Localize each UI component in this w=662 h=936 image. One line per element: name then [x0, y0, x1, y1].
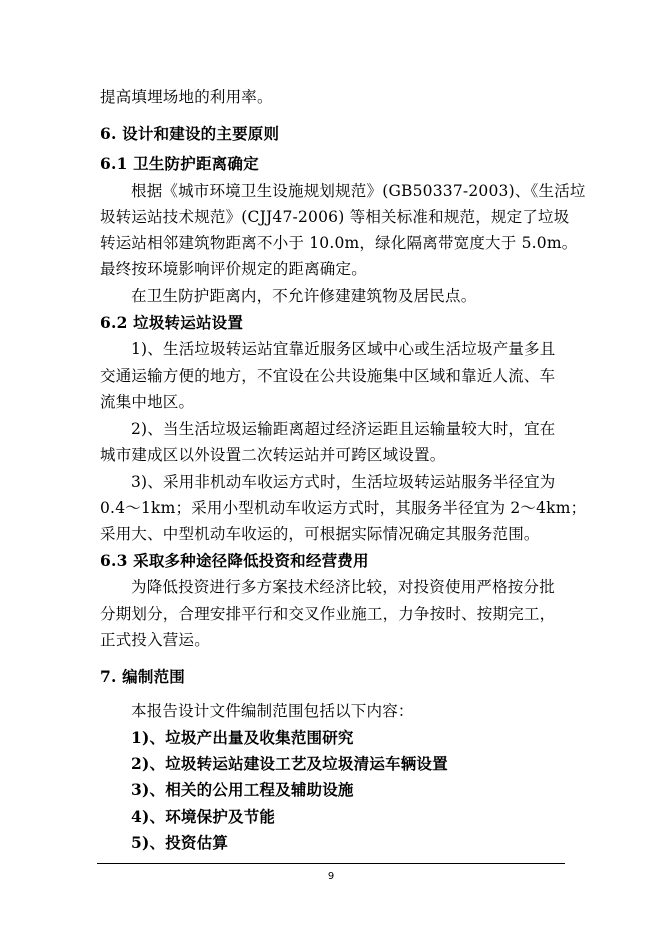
subsection-heading-6-1: 6.1 卫生防护距离确定 [100, 154, 259, 173]
paragraph-line: 转运站相邻建筑物距离不小于 10.0m，绿化隔离带宽度大于 5.0m。 [100, 234, 578, 252]
paragraph-line: 最终按环境影响评价规定的距离确定。 [100, 260, 367, 278]
list-item: 4)、环境保护及节能 [131, 807, 276, 826]
paragraph-line: 0.4～1km；采用小型机动车收运方式时，其服务半径宜为 2～4km； [100, 499, 587, 517]
paragraph-line: 圾转运站技术规范》(CJJ47-2006) 等相关标准和规范，规定了垃圾 [100, 208, 570, 226]
paragraph-line: 城市建成区以外设置二次转运站并可跨区域设置。 [100, 446, 446, 464]
paragraph-line: 提高填埋场地的利用率。 [100, 88, 273, 106]
paragraph-line: 交通运输方便的地方，不宜设在公共设施集中区域和靠近人流、车 [100, 367, 556, 385]
list-item: 5)、投资估算 [131, 833, 229, 852]
footer-divider [97, 863, 565, 864]
paragraph-line: 分期划分，合理安排平行和交叉作业施工，力争按时、按期完工， [100, 605, 556, 623]
section-heading-6: 6. 设计和建设的主要原则 [100, 124, 280, 143]
list-item: 2)、垃圾转运站建设工艺及垃圾清运车辆设置 [131, 754, 448, 773]
section-heading-7: 7. 编制范围 [100, 667, 185, 686]
paragraph-line: 正式投入营运。 [100, 631, 210, 649]
list-item: 1)、垃圾产出量及收集范围研究 [131, 728, 354, 747]
paragraph-line: 1)、生活垃圾转运站宜靠近服务区域中心或生活垃圾产量多且 [131, 340, 556, 358]
paragraph-line: 本报告设计文件编制范围包括以下内容： [131, 702, 414, 720]
paragraph-line: 流集中地区。 [100, 393, 195, 411]
paragraph-line: 3)、采用非机动车收运方式时，生活垃圾转运站服务半径宜为 [131, 473, 556, 491]
paragraph-line: 为降低投资进行多方案技术经济比较，对投资使用严格按分批 [131, 578, 555, 596]
paragraph-line: 根据《城市环境卫生设施规划规范》(GB50337-2003)、《生活垃 [131, 182, 586, 200]
page-number: 9 [327, 871, 335, 882]
paragraph-line: 2)、当生活垃圾运输距离超过经济运距且运输量较大时，宜在 [131, 420, 556, 438]
list-item: 3)、相关的公用工程及辅助设施 [131, 780, 354, 799]
subsection-heading-6-3: 6.3 采取多种途径降低投资和经营费用 [100, 551, 369, 570]
paragraph-line: 在卫生防护距离内，不允许修建建筑物及居民点。 [131, 287, 477, 305]
paragraph-line: 采用大、中型机动车收运的，可根据实际情况确定其服务范围。 [100, 525, 540, 543]
subsection-heading-6-2: 6.2 垃圾转运站设置 [100, 313, 244, 332]
